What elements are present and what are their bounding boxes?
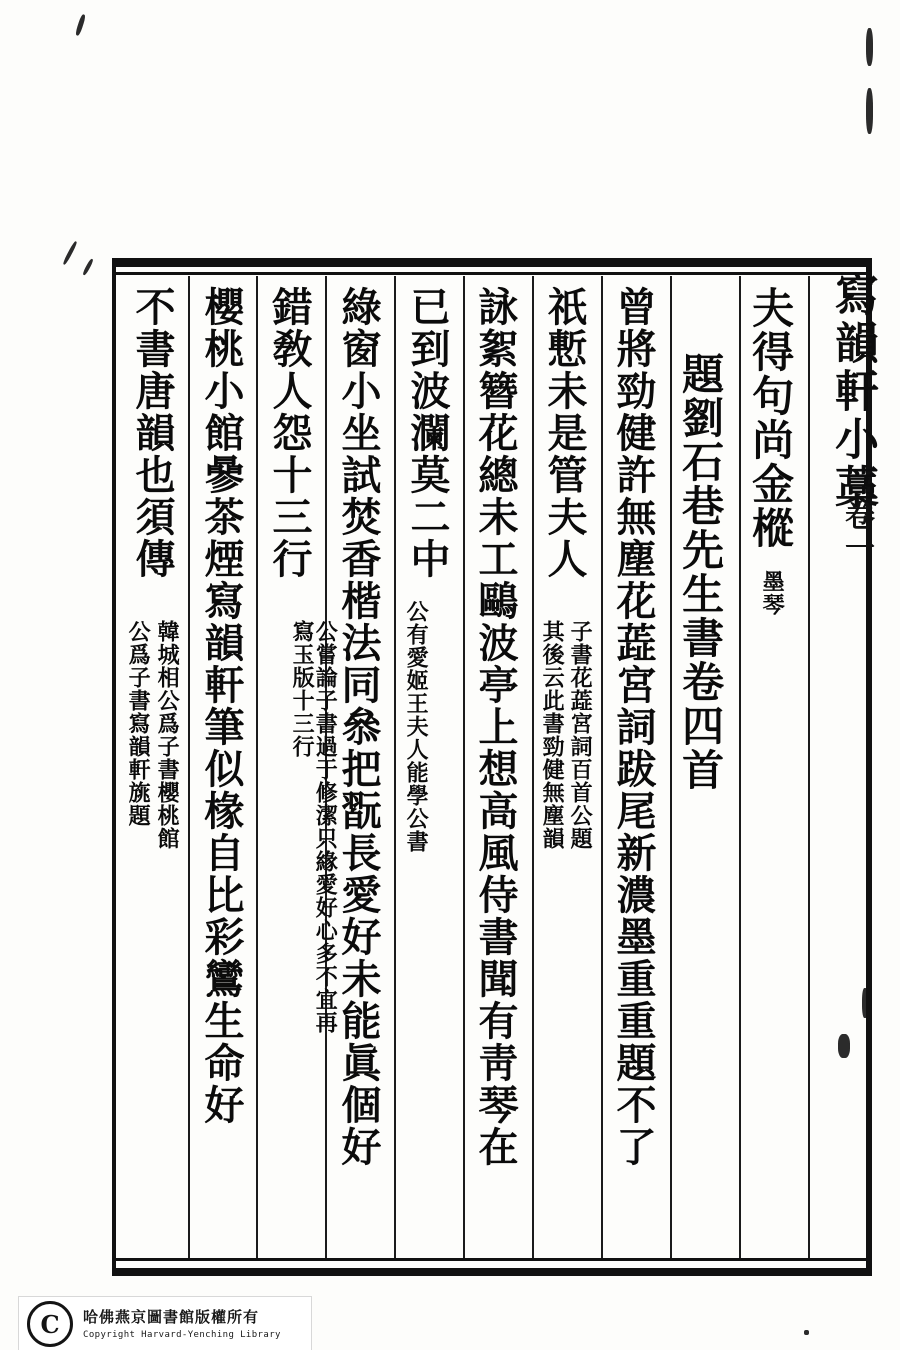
library-copyright-stamp bbox=[18, 1296, 312, 1350]
interlinear-note: 子書花蕋宮詞百首公題 bbox=[567, 620, 594, 850]
book-banner-title: 寫韻軒小藁 bbox=[827, 272, 878, 512]
interlinear-note: 公嘗論子書過于修潔只緣愛好心多不宜再寫玉版十三行 bbox=[289, 620, 339, 1034]
scan-speck bbox=[82, 258, 94, 276]
page-frame-top bbox=[112, 258, 872, 267]
column-rule bbox=[739, 276, 741, 1258]
verse-column: 綠窗小坐試焚香楷法同叅把翫長愛好未能眞個好 bbox=[335, 286, 382, 1168]
scan-speck bbox=[866, 28, 873, 66]
interlinear-note: 公有愛姬王夫人能學公書 bbox=[403, 600, 430, 853]
copyright-seal-icon: C bbox=[27, 1301, 73, 1347]
verse-column: 櫻桃小館曑茶煙寫韻軒筆似椽自比彩鸞生命好 bbox=[198, 286, 245, 1126]
page-frame-left bbox=[112, 258, 116, 1276]
column-rule bbox=[532, 276, 534, 1258]
stamp-text-english: Copyright Harvard-Yenching Library bbox=[83, 1329, 281, 1340]
stamp-text-chinese: 哈佛燕京圖書館版權所有 bbox=[83, 1308, 260, 1326]
scan-speck bbox=[62, 241, 78, 266]
book-banner-volume: 卷一 bbox=[839, 500, 874, 564]
verse-column: 已到波瀾莫二中 bbox=[404, 286, 451, 580]
section-title: 題劉石巷先生書卷四首 bbox=[676, 352, 726, 792]
scan-speck bbox=[75, 14, 87, 36]
scan-speck bbox=[838, 1034, 850, 1058]
interlinear-note: 韓城相公爲子書櫻桃館 bbox=[154, 620, 181, 850]
interlinear-note: 其後云此書勁健無塵韻 bbox=[539, 620, 566, 850]
column-rule bbox=[394, 276, 396, 1258]
column-rule bbox=[601, 276, 603, 1258]
column-rule bbox=[188, 276, 190, 1258]
verse-column: 錯敎人怨十三行 bbox=[266, 286, 313, 580]
scan-speck bbox=[866, 88, 873, 134]
scan-speck bbox=[804, 1330, 809, 1335]
heading-annotation: 墨琴 bbox=[759, 570, 786, 616]
page-frame-bottom bbox=[112, 1268, 872, 1276]
column-rule bbox=[463, 276, 465, 1258]
page-frame-bottom-inner bbox=[112, 1258, 872, 1261]
verse-column: 詠絮簪花總未工鷗波亭上想高風侍書聞有靑琴在 bbox=[472, 286, 519, 1168]
verse-column: 不書唐韻也須傳 bbox=[129, 286, 176, 580]
verse-column: 祇慙未是管夫人 bbox=[541, 286, 588, 580]
text-column-heading: 夫得句尚金樅 bbox=[746, 286, 796, 550]
column-rule bbox=[670, 276, 672, 1258]
verse-column: 曾將勁健許無塵花蕋宮詞跋尾新濃墨重重題不了 bbox=[610, 286, 657, 1168]
column-rule bbox=[808, 276, 810, 1258]
interlinear-note: 公爲子書寫韻軒旐題 bbox=[125, 620, 152, 827]
page-frame-top-inner bbox=[112, 272, 872, 275]
column-rule bbox=[256, 276, 258, 1258]
